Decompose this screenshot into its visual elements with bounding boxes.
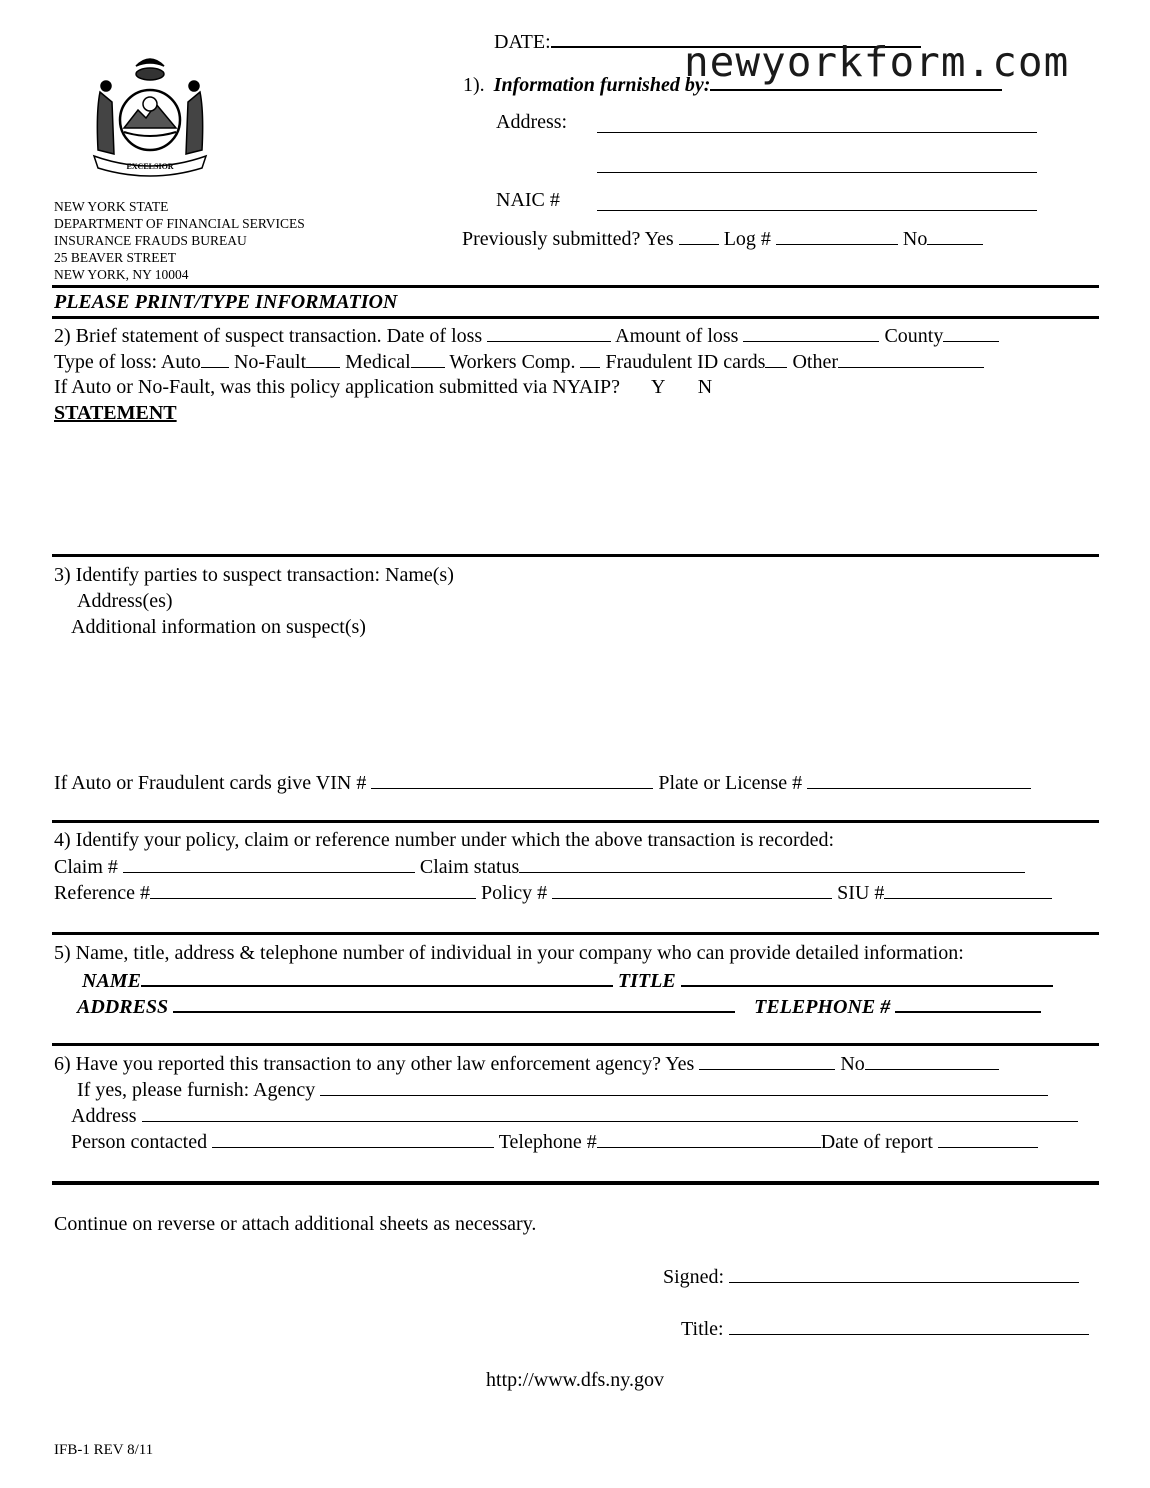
section2-heading: 2) Brief statement of suspect transaction. Date of loss — [54, 325, 483, 347]
agency-address-field[interactable] — [142, 1103, 1078, 1122]
contact-address-label: ADDRESS — [77, 996, 169, 1018]
contact-address-field[interactable] — [173, 993, 735, 1013]
agency-telephone-label: Telephone # — [498, 1131, 597, 1153]
agency-field[interactable] — [320, 1077, 1048, 1096]
vin-label: If Auto or Fraudulent cards give VIN # — [54, 772, 367, 794]
agency-line: INSURANCE FRAUDS BUREAU — [54, 233, 247, 248]
signed-label: Signed: — [663, 1266, 725, 1288]
title-field[interactable] — [729, 1316, 1089, 1335]
section-number: 1). — [463, 74, 485, 96]
plate-field[interactable] — [807, 770, 1031, 789]
agency-line: 25 BEAVER STREET — [54, 250, 177, 265]
agency-line: NEW YORK, NY 10004 — [54, 267, 189, 282]
previously-no-label: No — [902, 228, 928, 250]
address-label: Address: — [496, 111, 568, 133]
policy-label: Policy # — [481, 882, 548, 904]
section3-addresses-label: Address(es) — [77, 590, 173, 612]
nyaip-no[interactable]: N — [697, 376, 713, 398]
agency-label: If yes, please furnish: Agency — [77, 1079, 316, 1101]
amount-of-loss-label: Amount of loss — [615, 325, 739, 347]
section4-heading: 4) Identify your policy, claim or reference number under which the above transaction is recorded: — [54, 829, 835, 851]
claim-field[interactable] — [123, 854, 415, 873]
type-auto-label: Type of loss: Auto — [54, 351, 201, 373]
info-furnished-row — [463, 71, 1002, 97]
contact-name-label: NAME — [82, 970, 141, 992]
section2-line1 — [54, 323, 999, 348]
reference-field[interactable] — [150, 880, 476, 899]
agency-address-label: Address — [71, 1105, 137, 1127]
agency-line: DEPARTMENT OF FINANCIAL SERVICES — [54, 216, 305, 231]
divider — [52, 820, 1099, 823]
type-workers-comp-label: Workers Comp. — [449, 351, 576, 373]
type-other-label: Other — [792, 351, 838, 373]
claim-status-label: Claim status — [419, 856, 520, 878]
person-contacted-label: Person contacted — [71, 1131, 208, 1153]
title-row — [681, 1316, 1089, 1341]
section2-line2 — [54, 349, 984, 374]
agency-row — [77, 1077, 1048, 1102]
section5-heading: 5) Name, title, address & telephone number of individual in your company who can provide detailed information: — [54, 942, 964, 964]
county-field[interactable] — [943, 323, 999, 342]
nyaip-question: If Auto or No-Fault, was this policy application submitted via NYAIP? — [54, 376, 621, 398]
section2-line3 — [54, 375, 712, 399]
type-fraud-id-label: Fraudulent ID cards — [605, 351, 766, 373]
type-medical-field[interactable] — [411, 349, 445, 368]
date-of-report-label: Date of report — [820, 1131, 933, 1153]
person-contacted-field[interactable] — [212, 1129, 494, 1148]
divider — [52, 932, 1099, 935]
contact-address-row — [77, 993, 1041, 1019]
type-auto-field[interactable] — [201, 349, 229, 368]
vin-field[interactable] — [371, 770, 653, 789]
watermark: newyorkform.com — [684, 38, 1070, 86]
type-fraud-id-field[interactable] — [765, 349, 787, 368]
log-field[interactable] — [776, 226, 898, 245]
nyaip-yes[interactable]: Y — [651, 376, 665, 398]
print-banner: PLEASE PRINT/TYPE INFORMATION — [54, 291, 398, 313]
section3-heading: 3) Identify parties to suspect transaction: Name(s) — [54, 564, 454, 586]
siu-field[interactable] — [884, 880, 1052, 899]
naic-label: NAIC # — [496, 189, 560, 211]
section3-additional-label: Additional information on suspect(s) — [71, 616, 366, 638]
agency-block — [54, 198, 305, 283]
contact-telephone-label: TELEPHONE # — [754, 996, 891, 1018]
siu-label: SIU # — [837, 882, 885, 904]
info-furnished-field[interactable] — [710, 71, 1002, 91]
claim-status-field[interactable] — [519, 854, 1025, 873]
contact-title-label: TITLE — [617, 970, 676, 992]
plate-label: Plate or License # — [658, 772, 803, 794]
previously-submitted-label: Previously submitted? Yes — [462, 228, 674, 250]
type-other-field[interactable] — [838, 349, 984, 368]
seal-motto: EXCELSIOR — [126, 162, 174, 171]
divider — [52, 285, 1099, 288]
title-label: Title: — [681, 1318, 724, 1340]
agency-telephone-field[interactable] — [597, 1129, 821, 1148]
statement-area[interactable] — [54, 430, 1094, 548]
law-enforcement-no-label: No — [840, 1053, 865, 1075]
law-enforcement-no-field[interactable] — [865, 1051, 999, 1070]
reference-row — [54, 880, 1052, 905]
new-york-state-seal — [78, 52, 222, 182]
county-label: County — [884, 325, 944, 347]
date-of-loss-field[interactable] — [487, 323, 611, 342]
previously-no-field[interactable] — [927, 226, 983, 245]
contact-telephone-field[interactable] — [895, 993, 1041, 1013]
contact-name-row — [82, 967, 1053, 993]
info-furnished-label: Information furnished by: — [493, 74, 711, 96]
signature-field[interactable] — [729, 1264, 1079, 1283]
address-field-2[interactable] — [597, 156, 1037, 173]
amount-of-loss-field[interactable] — [743, 323, 879, 342]
claim-row — [54, 854, 1025, 879]
signed-row — [663, 1264, 1079, 1289]
agency-line: NEW YORK STATE — [54, 199, 169, 214]
vin-row — [54, 770, 1031, 795]
section6-line1 — [54, 1051, 999, 1076]
contact-name-field[interactable] — [141, 967, 613, 987]
divider — [52, 316, 1099, 319]
type-workers-comp-field[interactable] — [580, 349, 600, 368]
date-of-report-field[interactable] — [938, 1129, 1038, 1148]
previously-yes-field[interactable] — [679, 226, 719, 245]
form-id: IFB-1 REV 8/11 — [54, 1442, 154, 1458]
divider — [52, 1043, 1099, 1046]
law-enforcement-question: 6) Have you reported this transaction to any other law enforcement agency? Yes — [54, 1053, 695, 1075]
type-nofault-label: No-Fault — [233, 351, 307, 373]
continue-note: Continue on reverse or attach additional sheets as necessary. — [54, 1213, 537, 1235]
agency-address-row — [71, 1103, 1078, 1128]
reference-label: Reference # — [54, 882, 151, 904]
date-label: DATE: — [494, 31, 551, 53]
type-nofault-field[interactable] — [306, 349, 340, 368]
divider — [52, 1181, 1099, 1185]
law-enforcement-yes-field[interactable] — [699, 1051, 835, 1070]
website-link[interactable]: http://www.dfs.ny.gov — [486, 1369, 664, 1391]
naic-field[interactable] — [597, 194, 1037, 211]
divider — [52, 554, 1099, 557]
statement-heading: STATEMENT — [54, 402, 177, 424]
type-medical-label: Medical — [345, 351, 411, 373]
log-label: Log # — [723, 228, 771, 250]
policy-field[interactable] — [552, 880, 832, 899]
claim-label: Claim # — [54, 856, 118, 878]
previously-submitted-row — [462, 226, 983, 251]
contact-title-field[interactable] — [681, 967, 1053, 987]
person-contacted-row — [71, 1129, 1038, 1154]
address-field-1[interactable] — [597, 116, 1037, 133]
suspects-area[interactable] — [54, 642, 1094, 760]
